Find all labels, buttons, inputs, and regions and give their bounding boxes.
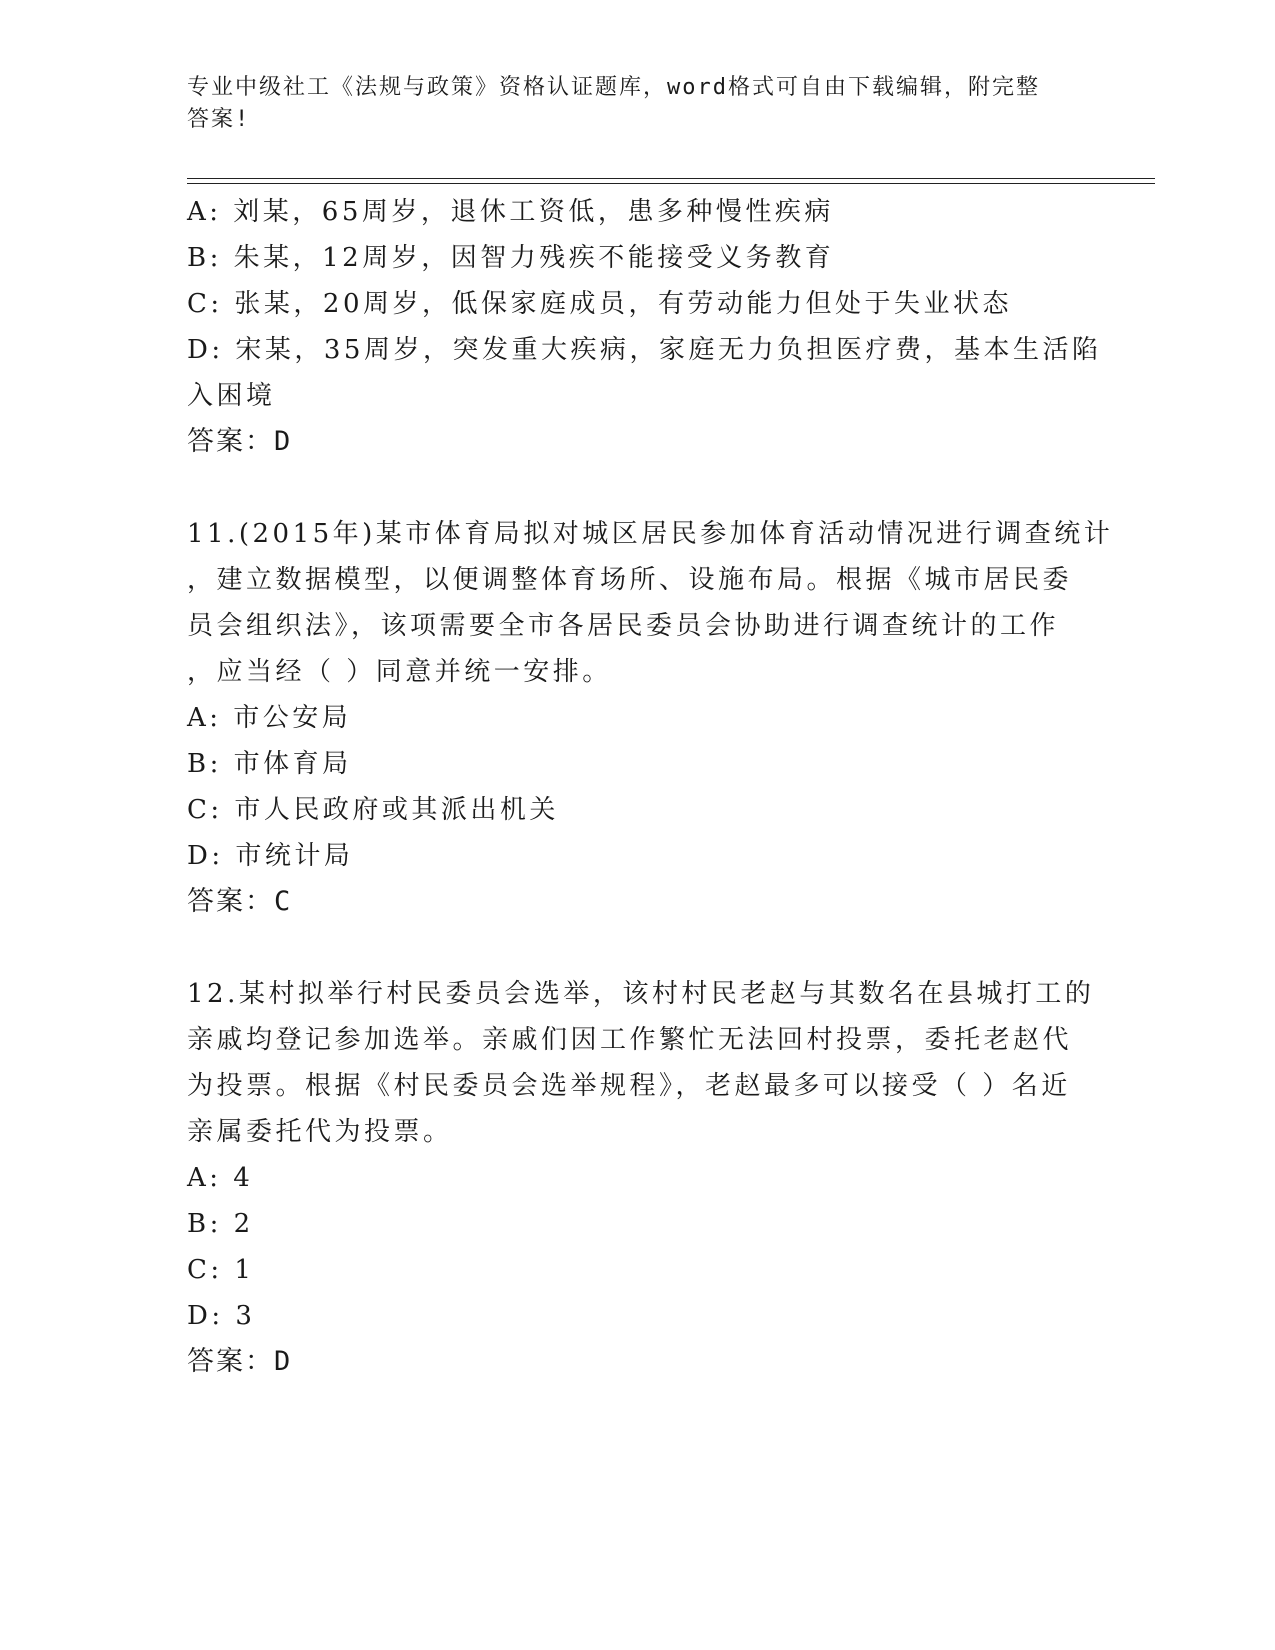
question-12 [187, 971, 1095, 1385]
option-b: B: 2 [187, 1209, 254, 1239]
answer: 答案：D [187, 1346, 293, 1377]
header-divider-top [187, 178, 1155, 179]
option-b: B: 市体育局 [187, 749, 352, 779]
question-stem: 11.(2015年)某市体育局拟对城区居民参加体育活动情况进行调查统计 [187, 519, 1114, 549]
spacer [187, 925, 1087, 971]
question-stem: 为投票。根据《村民委员会选举规程》，老赵最多可以接受（ ）名近 [187, 1071, 1071, 1101]
header-divider-bottom [187, 183, 1155, 184]
question-stem: ，建立数据模型，以便调整体育场所、设施布局。根据《城市居民委 [187, 565, 1073, 595]
option-c: C: 张某，20周岁，低保家庭成员，有劳动能力但处于失业状态 [187, 289, 1013, 319]
question-10 [187, 189, 1102, 465]
question-11 [187, 511, 1114, 925]
option-a: A: 市公安局 [187, 703, 352, 733]
option-b: B: 朱某，12周岁，因智力残疾不能接受义务教育 [187, 243, 835, 273]
question-stem: 员会组织法》，该项需要全市各居民委员会协助进行调查统计的工作 [187, 611, 1060, 641]
option-c: C: 1 [187, 1255, 255, 1285]
answer: 答案：D [187, 426, 293, 457]
option-d-continued: 入困境 [187, 381, 276, 411]
header-line-2: 答案! [187, 107, 251, 132]
header-line-1: 专业中级社工《法规与政策》资格认证题库，word格式可自由下载编辑，附完整 [187, 75, 1040, 100]
option-d: D: 3 [187, 1301, 256, 1331]
question-stem: 亲戚均登记参加选举。亲戚们因工作繁忙无法回村投票，委托老赵代 [187, 1025, 1073, 1055]
option-a: A: 4 [187, 1163, 254, 1193]
question-stem: 12.某村拟举行村民委员会选举，该村村民老赵与其数名在县城打工的 [187, 979, 1095, 1009]
document-header [187, 72, 1087, 136]
option-d: D: 市统计局 [187, 841, 354, 871]
option-c: C: 市人民政府或其派出机关 [187, 795, 559, 825]
question-stem: ，应当经（ ）同意并统一安排。 [187, 657, 612, 687]
question-content [187, 189, 1114, 1385]
option-d: D: 宋某，35周岁，突发重大疾病，家庭无力负担医疗费，基本生活陷 [187, 335, 1102, 365]
option-a: A: 刘某，65周岁，退休工资低，患多种慢性疾病 [187, 197, 834, 227]
question-stem: 亲属委托代为投票。 [187, 1117, 453, 1147]
spacer [187, 465, 1087, 511]
answer: 答案：C [187, 886, 293, 917]
